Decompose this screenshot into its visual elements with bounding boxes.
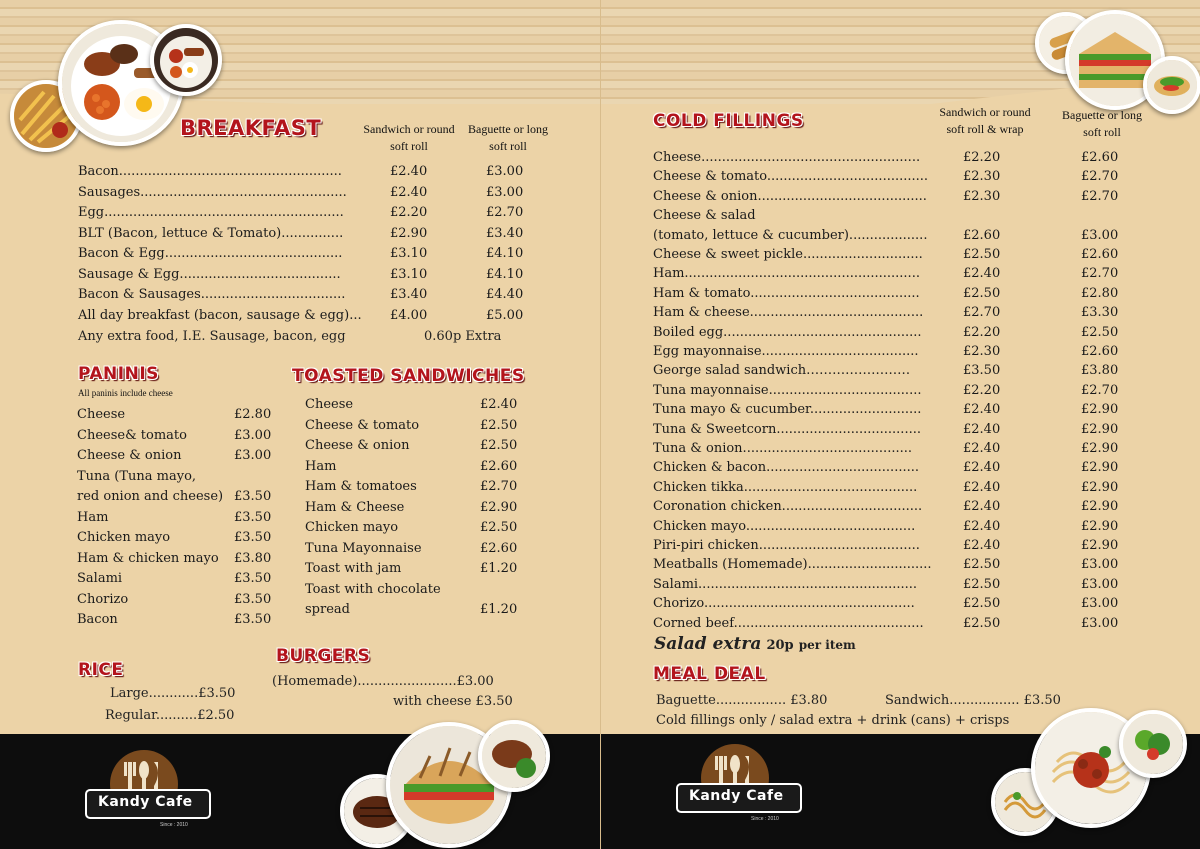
item-price: £3.00 bbox=[234, 448, 272, 463]
menu-row bbox=[653, 536, 1153, 556]
price-baguette: £2.90 bbox=[1081, 538, 1119, 553]
menu-row bbox=[653, 187, 1153, 207]
price-sandwich: £2.70 bbox=[963, 305, 1001, 321]
menu-row bbox=[653, 478, 1153, 498]
brand-name: Kandy Cafe bbox=[689, 788, 784, 804]
item-price: £2.50 bbox=[480, 438, 518, 453]
item-name: Regular.......... bbox=[105, 708, 198, 723]
item-name: Egg.......................................................... bbox=[78, 205, 344, 220]
paninis-subtitle: All paninis include cheese bbox=[78, 388, 173, 398]
price-sandwich: £2.50 bbox=[963, 247, 1001, 262]
price-baguette: £3.00 bbox=[1081, 227, 1119, 243]
price-sandwich: £2.40 bbox=[963, 266, 1001, 282]
item-name: BLT (Bacon, lettuce & Tomato)............... bbox=[78, 225, 344, 241]
price-baguette: £2.90 bbox=[1081, 479, 1119, 495]
price-baguette: £2.60 bbox=[1081, 150, 1119, 165]
item-name: Chicken mayo bbox=[305, 520, 399, 535]
item-price: £2.40 bbox=[480, 397, 518, 412]
item-name: Toast with chocolate bbox=[305, 581, 441, 597]
price-baguette: £5.00 bbox=[486, 307, 524, 323]
price-baguette: £2.70 bbox=[1081, 188, 1119, 204]
item-name: Sausages.................................................. bbox=[78, 184, 347, 200]
item-name: Ham bbox=[77, 509, 109, 525]
item-name: Tuna mayonnaise..................................... bbox=[653, 382, 922, 398]
item-price: £3.50 bbox=[234, 612, 272, 627]
price-sandwich: £3.10 bbox=[390, 246, 428, 261]
price-sandwich: £2.20 bbox=[963, 324, 1001, 340]
paninis-heading: PANINIS bbox=[78, 364, 159, 384]
menu-row bbox=[653, 381, 1153, 401]
item-name: Cheese bbox=[77, 407, 126, 422]
menu-row bbox=[653, 303, 1153, 323]
item-name: Chorizo bbox=[77, 591, 129, 607]
cold-col2-header: Baguette or long soft roll bbox=[1062, 108, 1142, 139]
item-name: Meatballs (Homemade).............................. bbox=[653, 557, 932, 573]
price-sandwich: £2.40 bbox=[963, 402, 1001, 418]
menu-row bbox=[305, 580, 525, 600]
price-sandwich: £2.40 bbox=[963, 460, 1001, 476]
price-baguette: £2.50 bbox=[1081, 324, 1119, 340]
menu-row bbox=[653, 226, 1153, 246]
menu-row bbox=[653, 400, 1153, 420]
menu-row bbox=[78, 224, 558, 244]
price-baguette: £3.00 bbox=[1081, 615, 1119, 631]
item-name: Chorizo................................................... bbox=[653, 596, 915, 612]
price-baguette: £3.80 bbox=[1081, 363, 1119, 379]
item-name: All day breakfast (bacon, sausage & egg)... bbox=[78, 307, 362, 323]
menu-row bbox=[305, 395, 525, 415]
price-sandwich: £3.40 bbox=[390, 287, 428, 302]
item-name: Ham & chicken mayo bbox=[77, 550, 219, 566]
item-name: Large............ bbox=[110, 686, 199, 701]
menu-row bbox=[653, 284, 1153, 304]
brand-since: Since : 2010 bbox=[751, 816, 779, 822]
item-name: Cheese& tomato bbox=[77, 427, 187, 443]
menu-row bbox=[78, 162, 558, 182]
item-name: Cheese & tomato....................................... bbox=[653, 169, 929, 185]
item-name: Ham & cheese.......................................... bbox=[653, 305, 924, 321]
meal-deal-heading: MEAL DEAL bbox=[653, 664, 766, 684]
price-sandwich: £2.40 bbox=[963, 441, 1001, 456]
price-sandwich: £2.50 bbox=[963, 285, 1001, 301]
menu-row bbox=[653, 575, 1153, 595]
item-name: red onion and cheese) bbox=[77, 489, 224, 504]
menu-row bbox=[77, 508, 277, 528]
item-name: Tuna & onion......................................... bbox=[653, 441, 912, 456]
item-name: Salami..................................................... bbox=[653, 576, 918, 592]
menu-row bbox=[78, 265, 558, 285]
cold-col1-header: Sandwich or round soft roll & wrap bbox=[939, 105, 1031, 136]
price-sandwich: £2.50 bbox=[963, 576, 1001, 592]
cafe-cutlery-icon bbox=[84, 748, 214, 834]
menu-row bbox=[77, 610, 277, 630]
price-sandwich: £2.40 bbox=[390, 164, 428, 179]
menu-row bbox=[653, 167, 1153, 187]
price-baguette: £2.90 bbox=[1081, 441, 1119, 456]
cafe-cutlery-icon bbox=[675, 742, 805, 828]
cold-fillings-heading: COLD FILLINGS bbox=[653, 111, 804, 131]
item-name: Toast with jam bbox=[305, 561, 402, 576]
green-salad-photo bbox=[1119, 710, 1187, 778]
price-baguette: £2.90 bbox=[1081, 518, 1119, 534]
burgers-with-cheese: with cheese £3.50 bbox=[393, 694, 513, 709]
price-baguette: £2.80 bbox=[1081, 285, 1119, 301]
item-name: Piri-piri chicken....................................... bbox=[653, 538, 920, 553]
item-name: Sausage & Egg....................................... bbox=[78, 266, 341, 282]
item-name: Bacon...................................................... bbox=[78, 164, 342, 179]
item-name: Cheese & onion bbox=[77, 448, 182, 463]
menu-row bbox=[77, 467, 277, 487]
menu-row bbox=[77, 569, 277, 589]
item-name: Ham......................................................... bbox=[653, 266, 920, 282]
price-baguette: £3.00 bbox=[486, 184, 524, 200]
menu-row bbox=[653, 614, 1153, 634]
price-baguette: £2.90 bbox=[1081, 460, 1119, 476]
menu-row bbox=[78, 203, 558, 223]
menu-row bbox=[78, 306, 558, 326]
item-name: Bacon bbox=[77, 612, 118, 627]
menu-row bbox=[77, 528, 277, 548]
menu-row bbox=[110, 684, 235, 704]
full-english-photo bbox=[150, 24, 222, 96]
item-name: spread bbox=[305, 602, 350, 617]
menu-row bbox=[77, 405, 277, 425]
breakfast-extra: Any extra food, I.E. Sausage, bacon, egg bbox=[78, 329, 346, 344]
meal-deal-sandwich: Sandwich................. £3.50 bbox=[885, 693, 1061, 708]
item-name: Tuna mayo & cucumber........................... bbox=[653, 402, 922, 418]
item-price: £2.60 bbox=[480, 458, 518, 474]
item-name: Cheese & salad bbox=[653, 208, 756, 224]
salad-extra: Salad extra 20p per item bbox=[654, 634, 856, 654]
price-sandwich: £2.50 bbox=[963, 557, 1001, 573]
menu-row bbox=[653, 361, 1153, 381]
menu-row bbox=[653, 245, 1153, 265]
item-price: £3.50 bbox=[234, 591, 272, 607]
item-name: Bacon & Egg........................................... bbox=[78, 246, 343, 261]
menu-row bbox=[653, 517, 1153, 537]
menu-row bbox=[653, 497, 1153, 517]
menu-row bbox=[305, 477, 525, 497]
item-price: £3.50 bbox=[234, 509, 272, 525]
breakfast-col2-header: Baguette or long soft roll bbox=[468, 122, 548, 153]
menu-row bbox=[305, 559, 525, 579]
item-price: £3.50 bbox=[234, 571, 272, 586]
item-name: Chicken tikka.......................................... bbox=[653, 479, 918, 495]
price-baguette: £3.00 bbox=[486, 164, 524, 179]
price-sandwich: £2.50 bbox=[963, 615, 1001, 631]
brand-logo bbox=[675, 742, 805, 828]
menu-row bbox=[653, 439, 1153, 459]
item-name: Coronation chicken.................................. bbox=[653, 499, 923, 515]
menu-row bbox=[105, 706, 234, 726]
burgers-heading: BURGERS bbox=[276, 646, 371, 666]
menu-row bbox=[653, 342, 1153, 362]
item-name: Cheese bbox=[305, 397, 354, 412]
menu-row bbox=[305, 539, 525, 559]
menu-row bbox=[653, 264, 1153, 284]
wrap-photo bbox=[1143, 56, 1200, 114]
price-baguette: £2.90 bbox=[1081, 402, 1119, 418]
meal-deal-note: Cold fillings only / salad extra + drink (cans) + crisps bbox=[656, 713, 1010, 728]
price-baguette: £4.40 bbox=[486, 287, 524, 302]
item-name: Boiled egg................................................ bbox=[653, 324, 922, 340]
item-price: £2.70 bbox=[480, 479, 518, 494]
item-price: £2.50 bbox=[197, 708, 235, 723]
menu-row bbox=[305, 600, 525, 620]
price-baguette: £2.70 bbox=[1081, 266, 1119, 282]
price-sandwich: £2.90 bbox=[390, 225, 428, 241]
item-name: Tuna Mayonnaise bbox=[305, 540, 422, 556]
brand-name: Kandy Cafe bbox=[98, 794, 193, 810]
rice-heading: RICE bbox=[78, 660, 124, 680]
price-sandwich: £2.20 bbox=[963, 150, 1001, 165]
grilled-chop-photo bbox=[478, 720, 550, 792]
price-sandwich: £2.30 bbox=[963, 169, 1001, 185]
price-sandwich: £2.50 bbox=[963, 596, 1001, 612]
item-price: £3.50 bbox=[234, 530, 272, 545]
menu-row bbox=[305, 416, 525, 436]
price-sandwich: £2.40 bbox=[963, 499, 1001, 515]
menu-row bbox=[77, 426, 277, 446]
burgers-homemade: (Homemade)........................£3.00 bbox=[272, 674, 494, 689]
price-baguette: £2.90 bbox=[1081, 421, 1119, 437]
price-baguette: £2.70 bbox=[1081, 169, 1119, 185]
toasted-heading: TOASTED SANDWICHES bbox=[292, 366, 525, 386]
item-name: Ham & tomatoes bbox=[305, 479, 417, 494]
price-baguette: £3.00 bbox=[1081, 596, 1119, 612]
menu-row bbox=[653, 555, 1153, 575]
item-name: (tomato, lettuce & cucumber)................... bbox=[653, 227, 928, 243]
price-sandwich: £2.40 bbox=[963, 538, 1001, 553]
item-name: Corned beef.............................................. bbox=[653, 615, 924, 631]
item-price: £2.90 bbox=[480, 499, 518, 515]
item-price: £2.60 bbox=[480, 540, 518, 556]
price-baguette: £3.00 bbox=[1081, 557, 1119, 573]
price-sandwich: £2.40 bbox=[390, 184, 428, 200]
menu-row bbox=[77, 446, 277, 466]
price-sandwich: £2.20 bbox=[390, 205, 428, 220]
item-name: Cheese & onion......................................... bbox=[653, 188, 927, 204]
breakfast-extra-price: 0.60p Extra bbox=[424, 329, 502, 344]
price-sandwich: £2.40 bbox=[963, 421, 1001, 437]
right-page bbox=[600, 0, 1200, 849]
menu-row bbox=[653, 420, 1153, 440]
breakfast-heading: BREAKFAST bbox=[180, 116, 322, 140]
price-sandwich: £3.50 bbox=[963, 363, 1001, 379]
price-baguette: £2.70 bbox=[1081, 382, 1119, 398]
item-name: Chicken & bacon..................................... bbox=[653, 460, 919, 476]
item-price: £3.50 bbox=[198, 686, 236, 701]
menu-row bbox=[305, 498, 525, 518]
menu-row bbox=[305, 436, 525, 456]
price-sandwich: £2.30 bbox=[963, 188, 1001, 204]
item-price: £3.50 bbox=[234, 489, 272, 504]
brand-since: Since : 2010 bbox=[160, 822, 188, 828]
item-name: Ham & tomato......................................... bbox=[653, 285, 920, 301]
item-name: Salami bbox=[77, 571, 123, 586]
item-name: Chicken mayo bbox=[77, 530, 171, 545]
item-name: Tuna & Sweetcorn................................... bbox=[653, 421, 921, 437]
price-baguette: £4.10 bbox=[486, 246, 524, 261]
item-name: Egg mayonnaise...................................... bbox=[653, 344, 919, 359]
price-baguette: £2.60 bbox=[1081, 247, 1119, 262]
price-sandwich: £4.00 bbox=[390, 307, 428, 323]
price-sandwich: £2.40 bbox=[963, 479, 1001, 495]
item-name: Cheese..................................................... bbox=[653, 150, 921, 165]
price-sandwich: £2.60 bbox=[963, 227, 1001, 243]
item-price: £2.50 bbox=[480, 520, 518, 535]
meal-deal-baguette: Baguette................. £3.80 bbox=[656, 693, 828, 708]
item-name: Cheese & onion bbox=[305, 438, 410, 453]
menu-row bbox=[653, 594, 1153, 614]
price-baguette: £3.30 bbox=[1081, 305, 1119, 321]
menu-row bbox=[77, 487, 277, 507]
menu-row bbox=[77, 590, 277, 610]
item-price: £1.20 bbox=[480, 602, 518, 617]
item-name: George salad sandwich…………………… bbox=[653, 363, 911, 379]
price-baguette: £3.00 bbox=[1081, 576, 1119, 592]
item-price: £2.80 bbox=[234, 407, 272, 422]
menu-row bbox=[653, 323, 1153, 343]
item-name: Chicken mayo......................................... bbox=[653, 518, 916, 534]
menu-row bbox=[77, 549, 277, 569]
item-price: £2.50 bbox=[480, 417, 518, 433]
price-baguette: £2.90 bbox=[1081, 499, 1119, 515]
menu-row bbox=[653, 148, 1153, 168]
price-baguette: £3.40 bbox=[486, 225, 524, 241]
item-name: Cheese & tomato bbox=[305, 417, 420, 433]
item-name: Bacon & Sausages................................... bbox=[78, 287, 346, 302]
brand-logo bbox=[84, 748, 214, 834]
price-baguette: £4.10 bbox=[486, 266, 524, 282]
menu-row bbox=[78, 285, 558, 305]
breakfast-col1-header: Sandwich or round soft roll bbox=[363, 122, 455, 153]
price-baguette: £2.60 bbox=[1081, 344, 1119, 359]
menu-row bbox=[305, 457, 525, 477]
menu-row bbox=[653, 458, 1153, 478]
item-price: £3.80 bbox=[234, 550, 272, 566]
item-price: £3.00 bbox=[234, 427, 272, 443]
price-baguette: £2.70 bbox=[486, 205, 524, 220]
item-name: Tuna (Tuna mayo, bbox=[77, 468, 197, 484]
menu-row bbox=[305, 518, 525, 538]
item-name: Cheese & sweet pickle............................. bbox=[653, 247, 923, 262]
menu-row bbox=[78, 244, 558, 264]
price-sandwich: £2.40 bbox=[963, 518, 1001, 534]
price-sandwich: £2.30 bbox=[963, 344, 1001, 359]
menu-row bbox=[653, 206, 1153, 226]
item-price: £1.20 bbox=[480, 561, 518, 576]
price-sandwich: £2.20 bbox=[963, 382, 1001, 398]
price-sandwich: £3.10 bbox=[390, 266, 428, 282]
item-name: Ham bbox=[305, 458, 337, 474]
menu-row bbox=[78, 183, 558, 203]
item-name: Ham & Cheese bbox=[305, 499, 405, 515]
